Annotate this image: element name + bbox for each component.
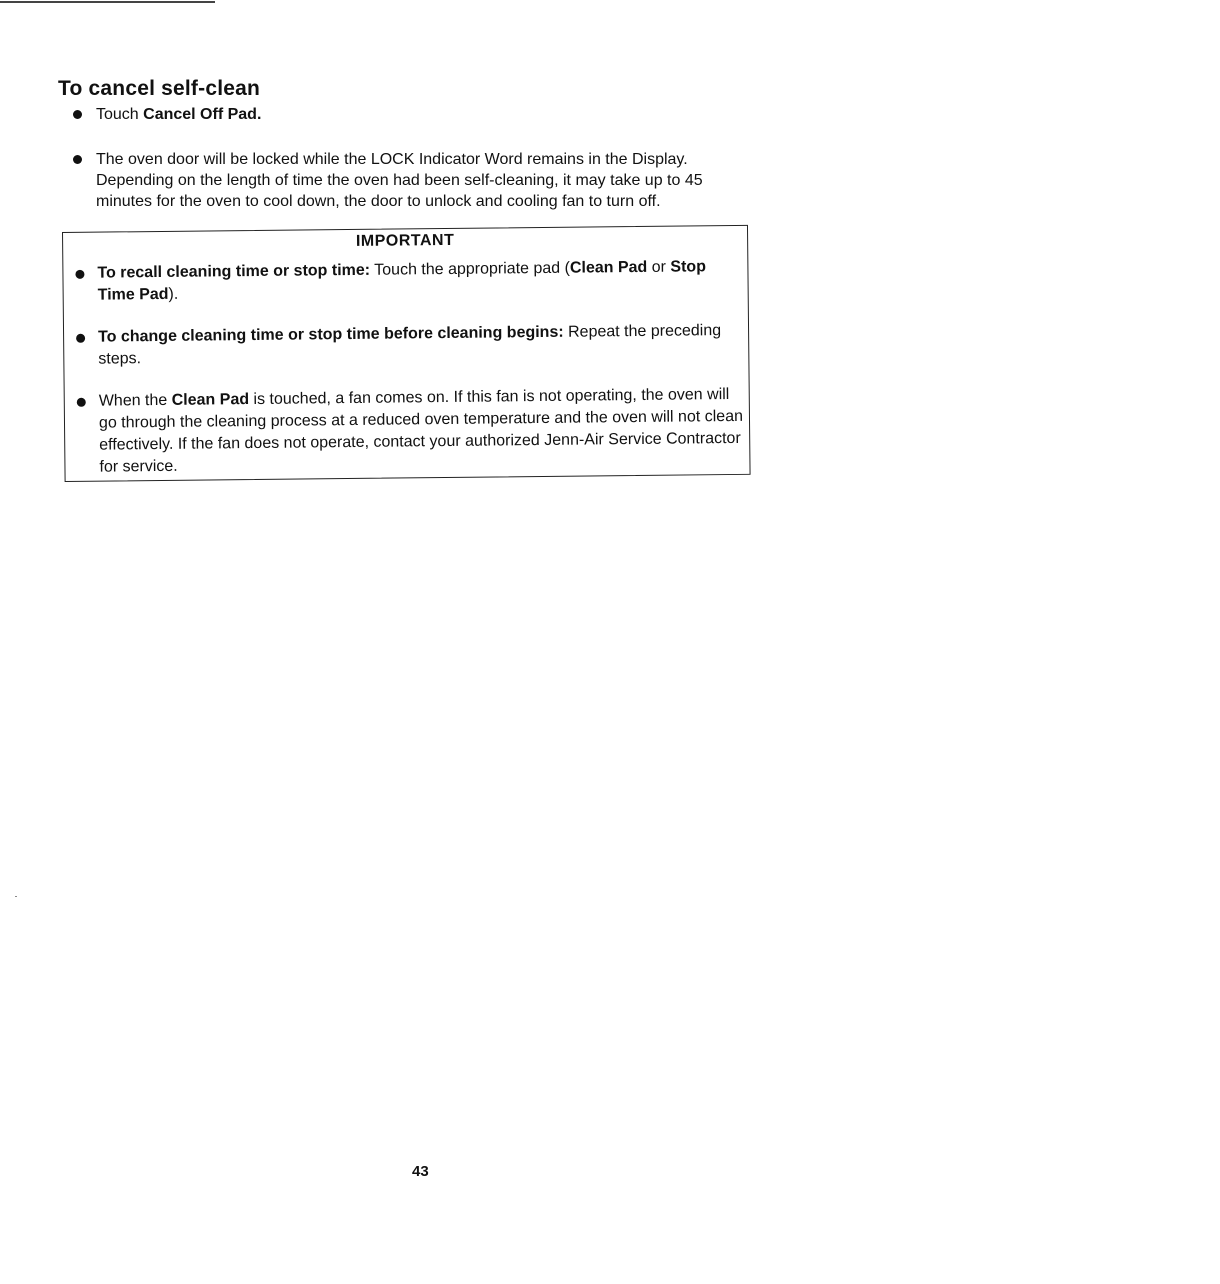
section-heading: To cancel self-clean bbox=[58, 77, 261, 100]
recall-text-before: Touch the appropriate pad ( bbox=[369, 259, 570, 279]
bullet-dot-icon bbox=[76, 334, 85, 343]
change-time-bullet bbox=[64, 320, 748, 371]
change-text: Repeat the preceding steps. bbox=[98, 322, 722, 368]
door-lock-text: The oven door will be locked while the LOCK Indicator Word remains in the Display. Depending on the length of time the oven had been self-cleaning, it may take up to 45 minutes for the oven to cool down, the door to unlock and cooling fan to turn off. bbox=[96, 151, 703, 210]
touch-cancel-bullet bbox=[58, 104, 758, 125]
fan-text-after: is touched, a fan comes on. If this fan is not operating, the oven will go through the cleaning process at a reduced oven temperature and the oven will not clean effectively. If the fan does not operate, contact your authorized Jenn-Air Service Contractor for service. bbox=[98, 386, 744, 476]
important-notice-box bbox=[62, 225, 751, 482]
clean-pad-label: Clean Pad bbox=[569, 258, 648, 277]
scan-edge-line bbox=[0, 1, 215, 3]
page-number: 43 bbox=[412, 1163, 429, 1180]
cancel-self-clean-section bbox=[58, 76, 758, 212]
scan-speck bbox=[15, 896, 17, 897]
fan-clean-pad-label: Clean Pad bbox=[171, 391, 250, 409]
recall-or-text: or bbox=[647, 258, 671, 276]
fan-warning-bullet bbox=[65, 384, 750, 479]
change-lead: To change cleaning time or stop time before cleaning begins: bbox=[98, 323, 564, 346]
bullet-dot-icon bbox=[73, 155, 82, 164]
recall-lead: To recall cleaning time or stop time: bbox=[97, 261, 371, 282]
recall-text-after: ). bbox=[168, 285, 179, 303]
touch-prefix: Touch bbox=[96, 106, 144, 123]
important-title: IMPORTANT bbox=[355, 231, 455, 250]
stop-time-pad-label: Stop Time Pad bbox=[97, 258, 707, 304]
cancel-off-pad-label: Cancel Off Pad. bbox=[143, 106, 262, 123]
fan-text-before: When the bbox=[98, 391, 172, 410]
recall-time-bullet bbox=[63, 256, 747, 307]
bullet-dot-icon bbox=[73, 110, 82, 119]
bullet-dot-icon bbox=[75, 270, 84, 279]
door-lock-bullet bbox=[58, 149, 756, 212]
bullet-dot-icon bbox=[77, 398, 86, 407]
